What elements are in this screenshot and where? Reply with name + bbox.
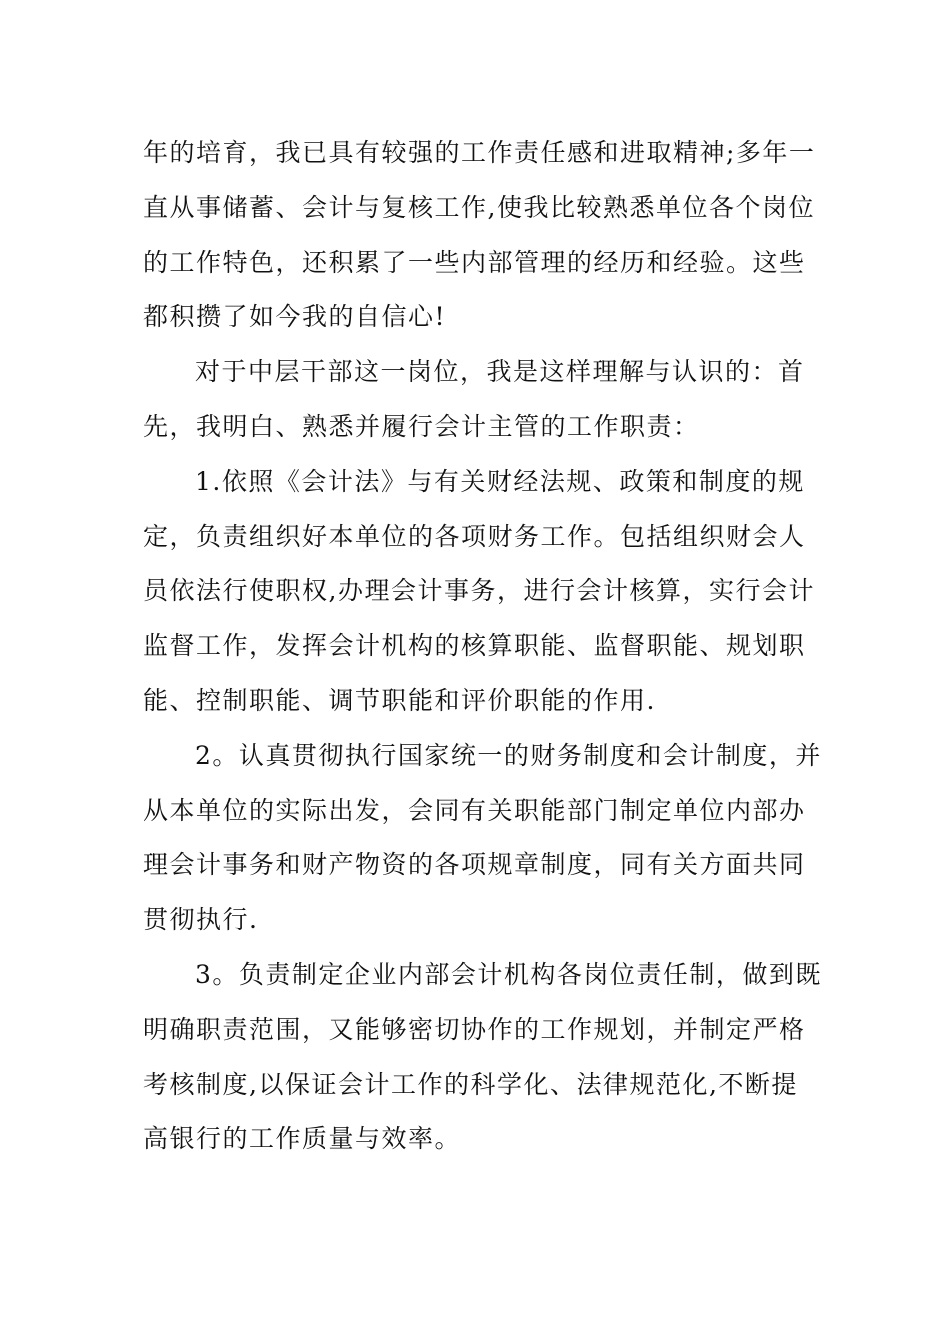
text-line: 先，我明白、熟悉并履行会计主管的工作职责： [143,411,700,441]
text-line: 能、控制职能、调节职能和评价职能的作用. [143,685,656,715]
text-line: 理会计事务和财产物资的各项规章制度，同有关方面共同 [143,850,806,880]
list-item-2-start: 2。认真贯彻执行国家统一的财务制度和会计制度，并 [195,740,822,770]
text-line: 明确职责范围，又能够密切协作的工作规划，并制定严格 [143,1014,806,1044]
text-line: 从本单位的实际出发，会同有关职能部门制定单位内部办 [143,795,806,825]
text-line: 年的培育，我已具有较强的工作责任感和进取精神;多年一 [143,138,816,167]
text-line: 直从事储蓄、会计与复核工作,使我比较熟悉单位各个岗位 [143,192,815,222]
list-item-1-start: 1.依照《会计法》与有关财经法规、政策和制度的规 [195,466,805,496]
document-body [143,126,822,1167]
text-line: 定，负责组织好本单位的各项财务工作。包括组织财会人 [143,521,806,551]
text-line: 贯彻执行. [143,905,259,935]
paragraph-start-line: 对于中层干部这一岗位，我是这样理解与认识的：首 [195,357,805,387]
text-line: 员依法行使职权,办理会计事务，进行会计核算，实行会计 [143,576,815,606]
text-line: 考核制度,以保证会计工作的科学化、法律规范化,不断提 [143,1069,798,1099]
text-line: 都积攒了如今我的自信心! [143,302,447,332]
text-line: 监督工作，发挥会计机构的核算职能、监督职能、规划职 [143,631,806,661]
text-line: 高银行的工作质量与效率。 [143,1124,462,1154]
list-item-3-start: 3。负责制定企业内部会计机构各岗位责任制，做到既 [195,959,822,989]
text-line: 的工作特色，还积累了一些内部管理的经历和经验。这些 [143,247,806,277]
